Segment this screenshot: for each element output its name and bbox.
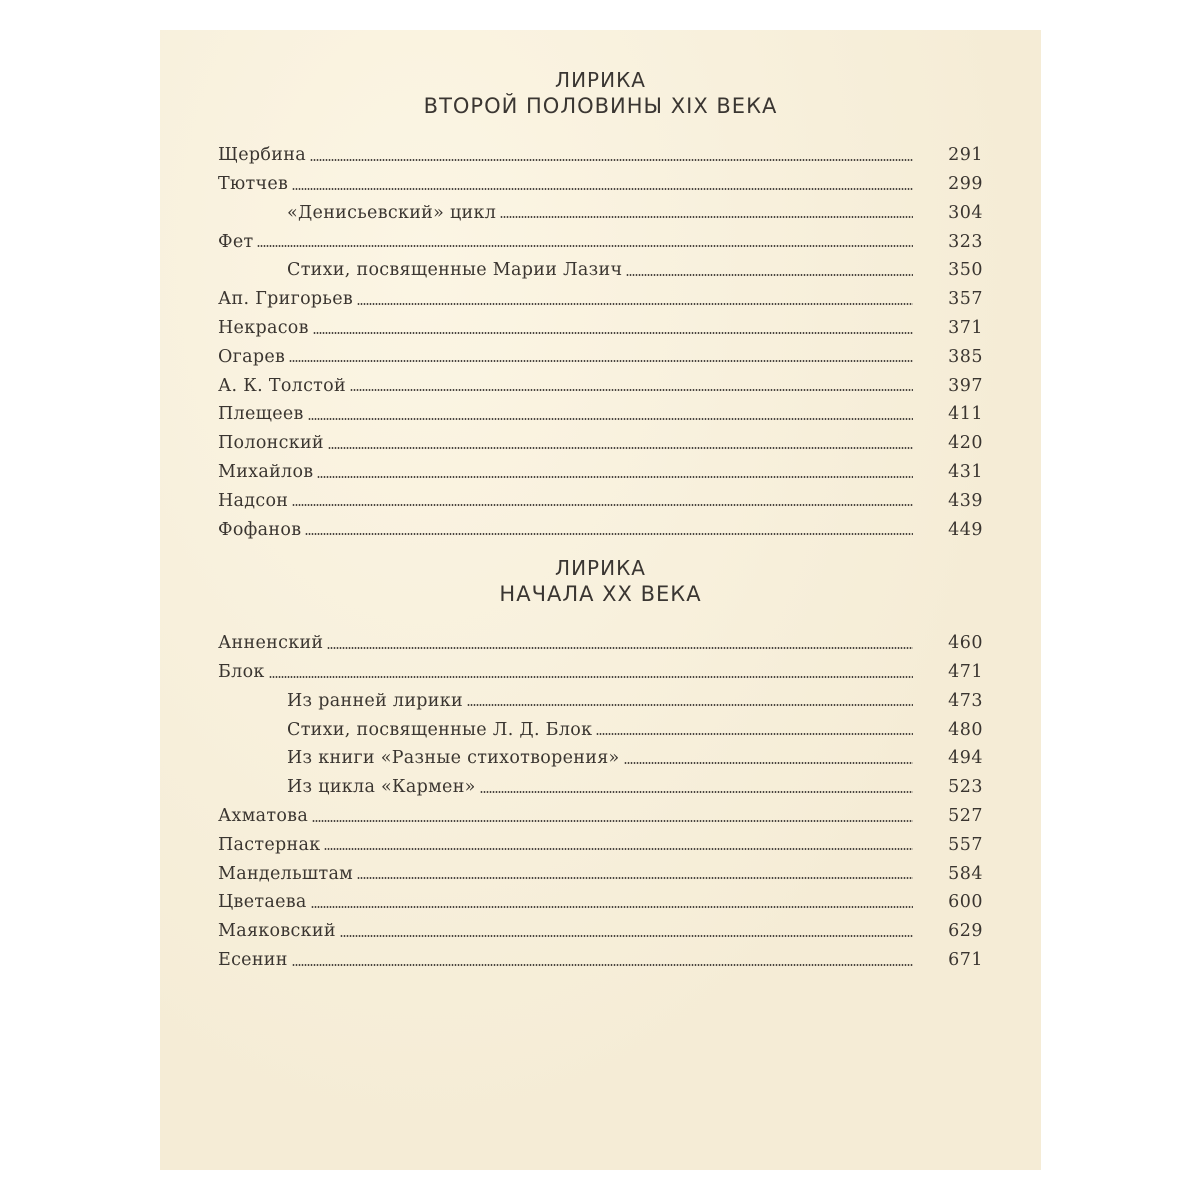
toc-section-2 [218, 624, 983, 970]
toc-entry [218, 280, 983, 309]
dot-leader [292, 504, 913, 506]
dot-leader [327, 647, 913, 649]
dot-leader [596, 733, 913, 735]
toc-entry [218, 510, 983, 539]
dot-leader [480, 791, 913, 793]
toc-section-1 [218, 136, 983, 539]
toc-entry-title: Фофанов [218, 519, 302, 540]
dot-leader [357, 303, 913, 305]
toc-entry-page-number: 431 [948, 462, 983, 483]
dot-leader [257, 245, 913, 247]
toc-entry [218, 739, 983, 768]
toc-entry [218, 941, 983, 970]
toc-entry [218, 624, 983, 653]
toc-entry [218, 194, 983, 223]
toc-entry-title: Есенин [218, 950, 288, 971]
toc-entry-page-number: 397 [948, 375, 983, 396]
dot-leader [269, 676, 913, 678]
toc-entry-title: Некрасов [218, 318, 309, 339]
toc-entry-page-number: 291 [948, 145, 983, 166]
dot-leader [310, 159, 913, 161]
dot-leader [624, 762, 913, 764]
toc-entry-page-number: 557 [948, 834, 983, 855]
toc-entry-title: Из цикла «Кармен» [287, 777, 476, 798]
dot-leader [340, 935, 913, 937]
toc-entry [218, 482, 983, 511]
toc-entry [218, 797, 983, 826]
toc-entry-title: Пастернак [218, 834, 321, 855]
toc-entry-page-number: 385 [948, 346, 983, 367]
toc-entry-page-number: 439 [948, 490, 983, 511]
toc-entry-page-number: 357 [948, 289, 983, 310]
toc-entry-title: Стихи, посвященные Л. Д. Блок [287, 719, 593, 740]
toc-entry [218, 710, 983, 739]
toc-entry-title: Мандельштам [218, 863, 354, 884]
toc-entry-page-number: 350 [948, 260, 983, 281]
toc-entry [218, 165, 983, 194]
dot-leader [308, 418, 913, 420]
dot-leader [467, 704, 913, 706]
section-2-title-line1: ЛИРИКА [555, 556, 646, 580]
toc-entry-title: Тютчев [218, 174, 289, 195]
dot-leader [324, 848, 913, 850]
dot-leader [328, 447, 913, 449]
dot-leader [311, 906, 913, 908]
toc-entry-page-number: 480 [948, 719, 983, 740]
toc-entry [218, 453, 983, 482]
toc-entry [218, 912, 983, 941]
toc-entry [218, 338, 983, 367]
toc-entry [218, 136, 983, 165]
dot-leader [626, 274, 913, 276]
toc-entry-page-number: 494 [948, 748, 983, 769]
toc-entry-title: Михайлов [218, 462, 314, 483]
toc-entry-page-number: 371 [948, 318, 983, 339]
toc-entry-page-number: 629 [948, 921, 983, 942]
toc-entry-page-number: 527 [948, 806, 983, 827]
toc-entry [218, 854, 983, 883]
toc-entry-title: Фет [218, 231, 254, 252]
toc-entry-page-number: 411 [948, 404, 983, 425]
section-2-title-line2: НАЧАЛА XX ВЕКА [499, 582, 702, 606]
toc-entry-title: Маяковский [218, 921, 336, 942]
dot-leader [292, 188, 913, 190]
dot-leader [500, 216, 913, 218]
dot-leader [317, 476, 913, 478]
toc-entry [218, 222, 983, 251]
toc-entry [218, 309, 983, 338]
toc-entry-title: Стихи, посвященные Марии Лазич [287, 260, 623, 281]
toc-entry [218, 366, 983, 395]
section-1-title-line1: ЛИРИКА [555, 68, 646, 92]
toc-entry [218, 826, 983, 855]
toc-entry-title: «Денисьевский» цикл [287, 202, 497, 223]
dot-leader [357, 877, 913, 879]
toc-entry [218, 251, 983, 280]
toc-entry-page-number: 471 [948, 662, 983, 683]
toc-entry [218, 682, 983, 711]
toc-entry-page-number: 600 [948, 892, 983, 913]
dot-leader [292, 964, 913, 966]
toc-entry-title: Ап. Григорьев [218, 289, 354, 310]
toc-entry [218, 653, 983, 682]
toc-entry [218, 395, 983, 424]
toc-entry-title: Анненский [218, 633, 324, 654]
toc-entry-page-number: 304 [948, 202, 983, 223]
dot-leader [350, 389, 913, 391]
toc-entry-page-number: 420 [948, 433, 983, 454]
toc-entry-page-number: 299 [948, 174, 983, 195]
section-1-title-line2: ВТОРОЙ ПОЛОВИНЫ XIX ВЕКА [423, 94, 778, 118]
toc-entry-title: Из ранней лирики [287, 690, 463, 711]
dot-leader [313, 332, 913, 334]
toc-entry-title: Цветаева [218, 892, 307, 913]
dot-leader [289, 360, 913, 362]
toc-entry [218, 883, 983, 912]
toc-entry [218, 424, 983, 453]
toc-entry-page-number: 584 [948, 863, 983, 884]
toc-entry-page-number: 460 [948, 633, 983, 654]
dot-leader [312, 820, 913, 822]
toc-entry-title: Полонский [218, 433, 324, 454]
toc-entry-title: Огарев [218, 346, 286, 367]
toc-entry-title: Надсон [218, 490, 289, 511]
toc-entry-page-number: 523 [948, 777, 983, 798]
toc-entry-page-number: 449 [948, 519, 983, 540]
toc-entry-title: Ахматова [218, 806, 309, 827]
book-page [160, 30, 1041, 1170]
toc-entry-title: Блок [218, 662, 265, 683]
dot-leader [305, 533, 913, 535]
toc-entry-title: Щербина [218, 145, 306, 166]
toc-entry-title: А. К. Толстой [218, 375, 346, 396]
toc-entry-page-number: 323 [948, 231, 983, 252]
toc-entry-page-number: 671 [948, 950, 983, 971]
toc-entry-page-number: 473 [948, 690, 983, 711]
toc-entry-title: Из книги «Разные стихотворения» [287, 748, 620, 769]
toc-entry [218, 768, 983, 797]
toc-entry-title: Плещеев [218, 404, 304, 425]
